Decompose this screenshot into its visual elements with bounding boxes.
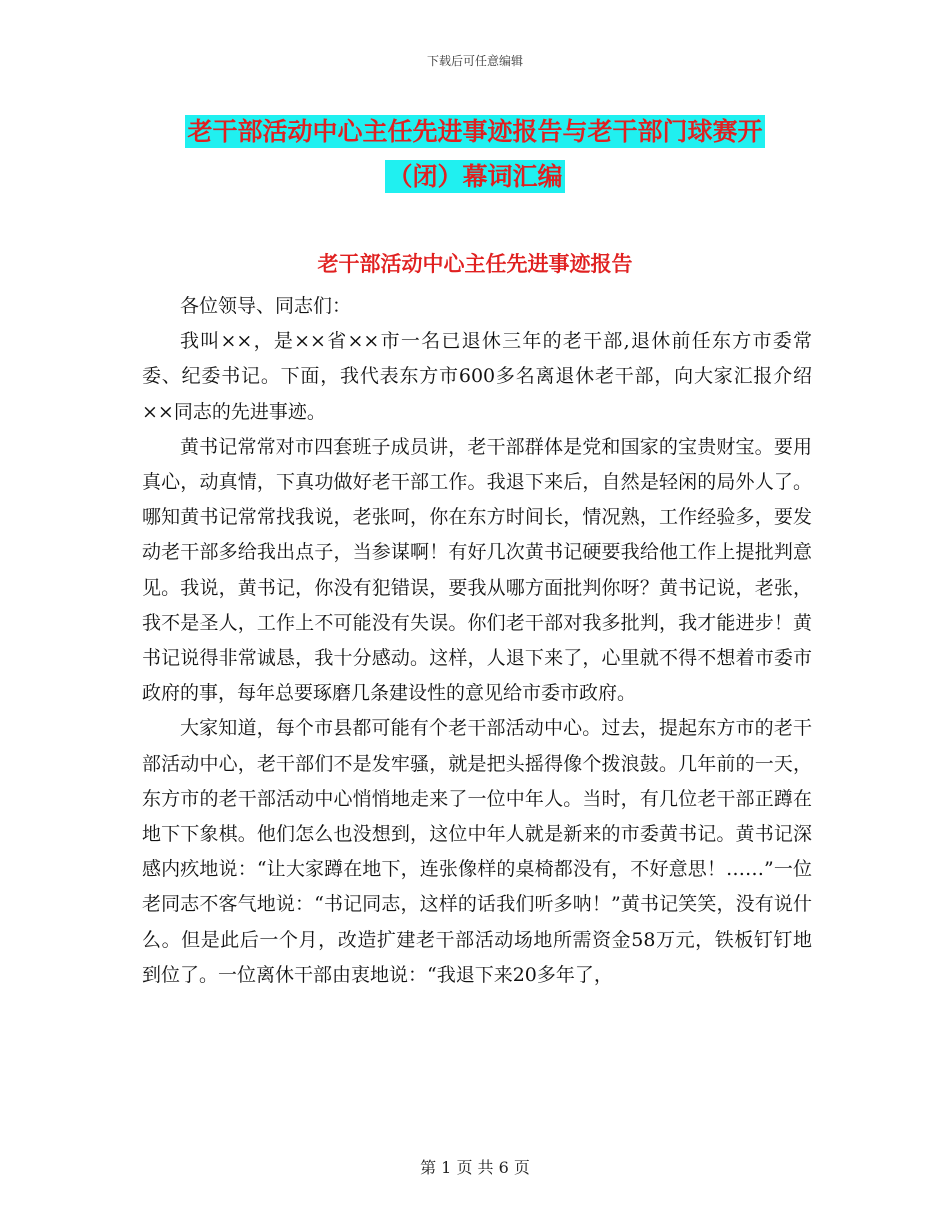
- paragraph: 我叫××，是××省××市一名已退休三年的老干部,退休前任东方市委常委、纪委书记。下面，我代表东方市600多名离退休老干部，向大家汇报介绍××同志的先进事迹。: [142, 330, 812, 423]
- document-title-line-2: [0, 157, 950, 193]
- document-title-line-1: [0, 112, 950, 148]
- page-footer: 第 1 页 共 6 页: [420, 1158, 530, 1177]
- page-header-note: 下载后可任意编辑: [426, 54, 523, 68]
- document-title-line-1-text: 老干部活动中心主任先进事迹报告与老干部门球赛开: [187, 117, 763, 146]
- document-body: [142, 289, 812, 993]
- document-title-line-2-text: （闭）幕词汇编: [387, 162, 563, 191]
- paragraph-salutation: 各位领导、同志们：: [180, 295, 352, 317]
- section-title: 老干部活动中心主任先进事迹报告: [317, 251, 633, 276]
- paragraph: 黄书记常常对市四套班子成员讲，老干部群体是党和国家的宝贵财宝。要用真心，动真情，下真功做好老干部工作。我退下来后，自然是轻闲的局外人了。哪知黄书记常常找我说，老张呵，你在东方时间长，情况熟，工作经验多，要发动老干部多给我出点子，当参谋啊！有好几次黄书记硬要我给他工作上提批判意见。我说，黄书记，你没有犯错误，要我从哪方面批判你呀？黄书记说，老张，我不是圣人，工作上不可能没有失误。你们老干部对我多批判，我才能进步！黄书记说得非常诚恳，我十分感动。这样，人退下来了，心里就不得不想着市委市政府的事，每年总要琢磨几条建设性的意见给市委市政府。: [142, 435, 812, 705]
- paragraph: 大家知道，每个市县都可能有个老干部活动中心。过去，提起东方市的老干部活动中心，老干部们不是发牢骚，就是把头摇得像个拨浪鼓。几年前的一天，东方市的老干部活动中心悄悄地走来了一位中年人。当时，有几位老干部正蹲在地下下象棋。他们怎么也没想到，这位中年人就是新来的市委黄书记。黄书记深感内疚地说：“让大家蹲在地下，连张像样的桌椅都没有，不好意思！……”一位老同志不客气地说：“书记同志，这样的话我们听多呐！”黄书记笑笑，没有说什么。但是此后一个月，改造扩建老干部活动场地所需资金58万元，铁板钉钉地到位了。一位离休干部由衷地说：“我退下来20多年了，: [142, 717, 812, 986]
